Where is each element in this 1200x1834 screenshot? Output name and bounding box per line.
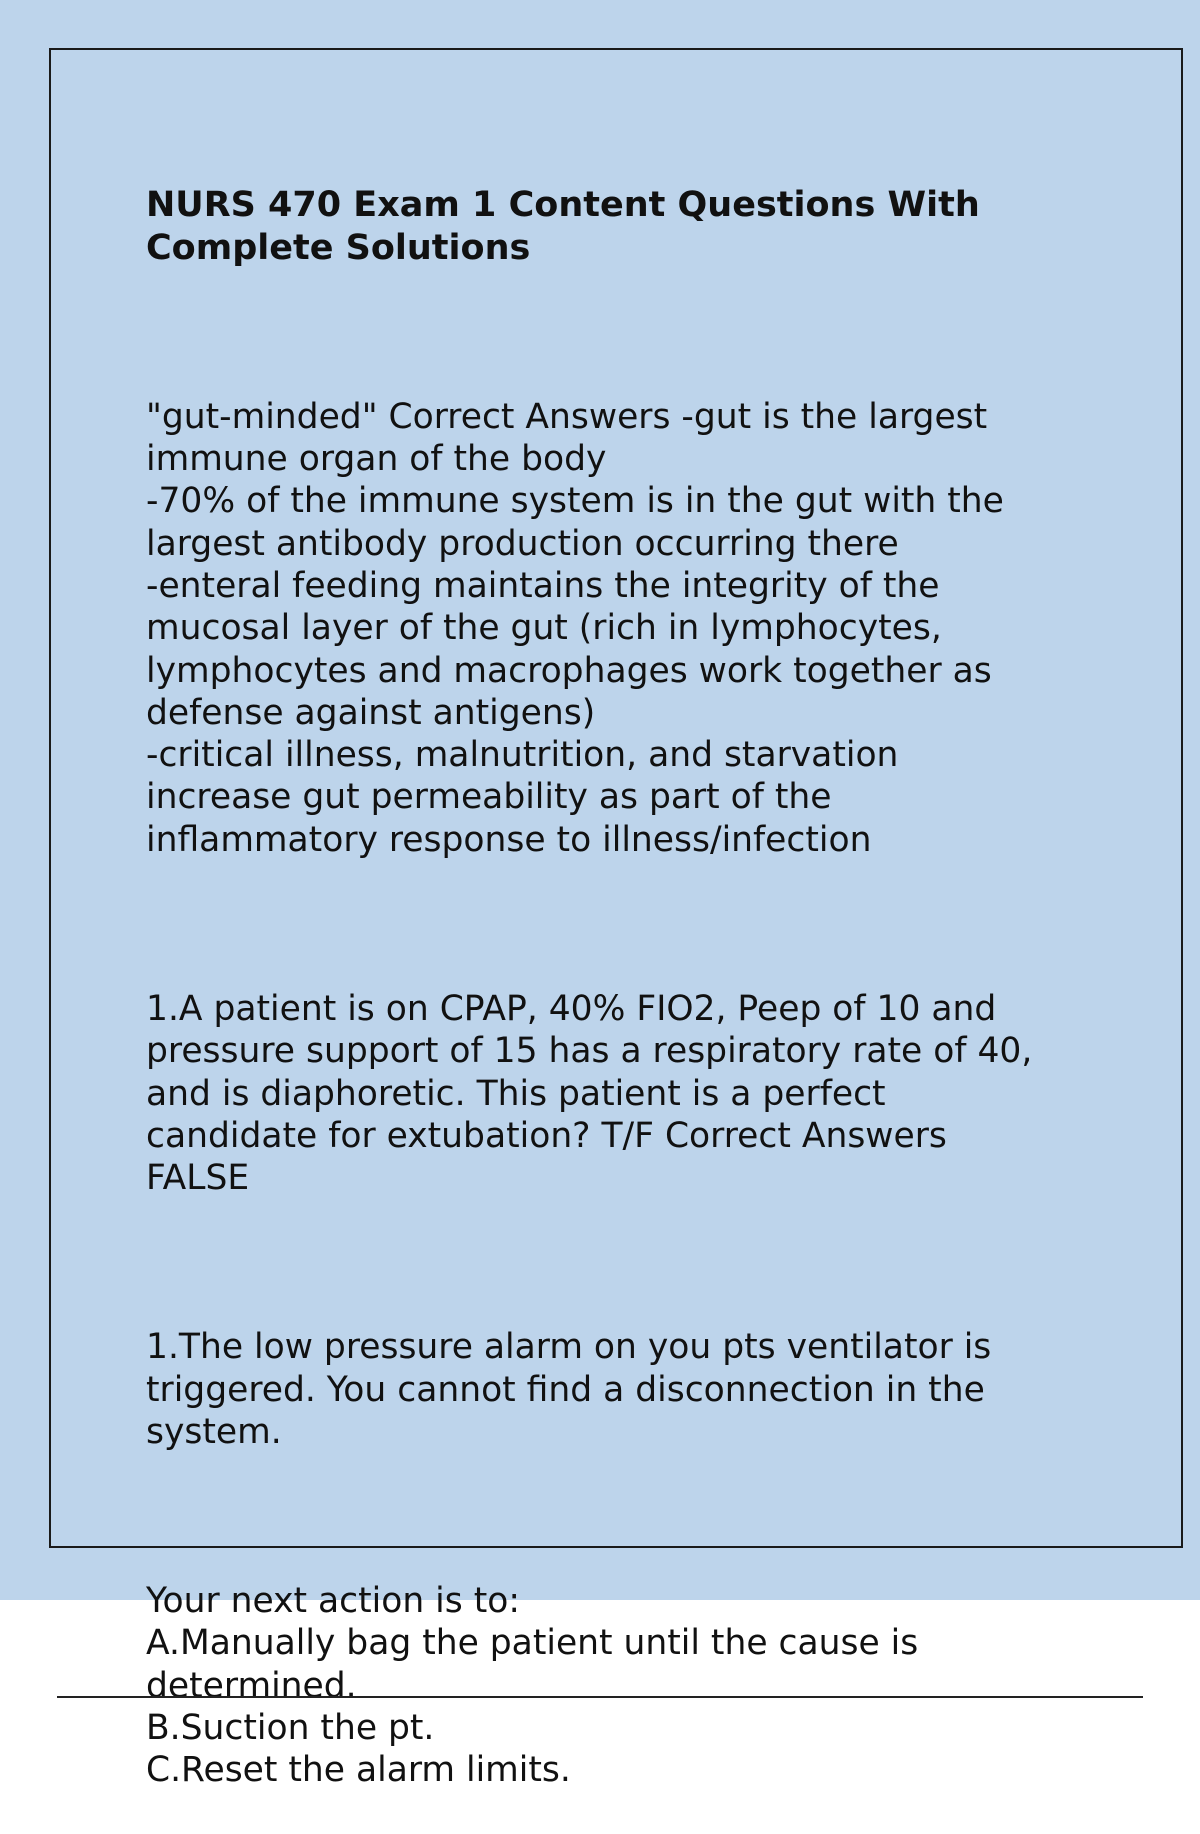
paragraph-low-pressure-alarm: 1.The low pressure alarm on you pts ventilator is triggered. You cannot find a disconnection in the system.: [146, 1327, 992, 1452]
spacer: [146, 311, 1106, 353]
document-title: NURS 470 Exam 1 Content Questions With Complete Solutions: [146, 185, 980, 268]
spacer: [146, 903, 1106, 945]
paragraph-cpap-question: 1.A patient is on CPAP, 40% FIO2, Peep of 10 and pressure support of 15 has a respiratory rate of 40, and is diaphoretic. This patient is a perfect candidate for extubation? T/F Correct Answers FALSE: [146, 988, 1033, 1199]
spacer: [146, 1242, 1106, 1284]
document-body: [146, 142, 1106, 1834]
footer-divider: [57, 1696, 1143, 1698]
paragraph-gut-minded: "gut-minded" Correct Answers -gut is the largest immune organ of the body -70% of the immune system is in the gut with the largest antibody production occurring there -enteral feeding maintains the integrity of the mucosal layer of the gut (rich in lymphocytes, lymphocytes and macrophages work together as defense against antigens) -critical illness, malnutrition, and starvation increase gut permeability as part of the inflammatory response to illness/infection: [146, 396, 1004, 860]
paragraph-answer-choices: Your next action is to: A.Manually bag the patient until the cause is determined. B.Suction the pt. C.Reset the alarm limits.: [146, 1581, 919, 1791]
spacer: [146, 1496, 1106, 1538]
